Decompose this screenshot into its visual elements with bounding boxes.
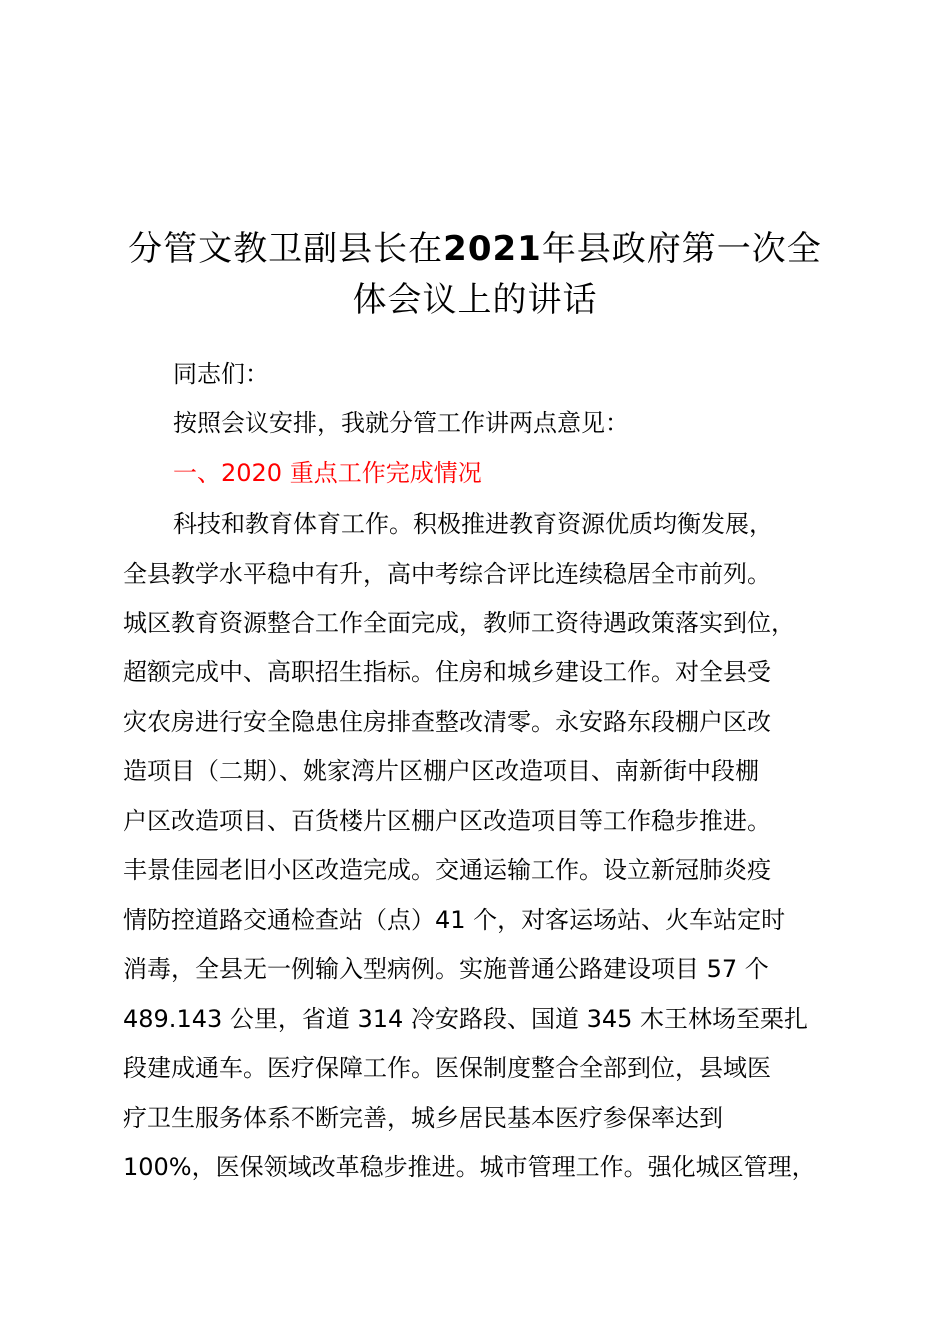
title-text-b: 年县政府第一次全 [541, 229, 822, 269]
body-line: 489.143 公里，省道 314 冷安路段、国道 345 木王林场至栗扎 [123, 1005, 809, 1033]
title-year: 2021 [443, 229, 542, 269]
body-line: 城区教育资源整合工作全面完成，教师工资待遇政策落实到位， [123, 609, 795, 637]
section-heading: 一、2020 重点工作完成情况 [173, 459, 482, 487]
body-line: 疗卫生服务体系不断完善，城乡居民基本医疗参保率达到 [123, 1104, 723, 1132]
body-line: 消毒，全县无一例输入型病例。实施普通公路建设项目 57 个 [123, 955, 769, 983]
document-title-line1 [110, 222, 840, 276]
body-line: 100%，医保领域改革稳步推进。城市管理工作。强化城区管理， [123, 1153, 816, 1181]
body-line: 科技和教育体育工作。积极推进教育资源优质均衡发展， [173, 510, 773, 538]
body-line: 段建成通车。医疗保障工作。医保制度整合全部到位，县域医 [123, 1054, 771, 1082]
body-line: 情防控道路交通检查站（点）41 个，对客运场站、火车站定时 [123, 906, 786, 934]
body-line: 全县教学水平稳中有升，高中考综合评比连续稳居全市前列。 [123, 560, 771, 588]
title-text-a: 分管文教卫副县长在 [128, 229, 444, 269]
body-line: 户区改造项目、百货楼片区棚户区改造项目等工作稳步推进。 [123, 807, 771, 835]
body-line: 造项目（二期）、姚家湾片区棚户区改造项目、南新街中段棚 [123, 757, 759, 785]
document-title-line2: 体会议上的讲话 [352, 280, 598, 320]
intro-paragraph: 按照会议安排，我就分管工作讲两点意见： [173, 409, 629, 437]
body-line: 超额完成中、高职招生指标。住房和城乡建设工作。对全县受 [123, 658, 771, 686]
body-line: 灾农房进行安全隐患住房排查整改清零。永安路东段棚户区改 [123, 708, 771, 736]
body-line: 丰景佳园老旧小区改造完成。交通运输工作。设立新冠肺炎疫 [123, 856, 771, 884]
salutation: 同志们： [173, 360, 269, 388]
